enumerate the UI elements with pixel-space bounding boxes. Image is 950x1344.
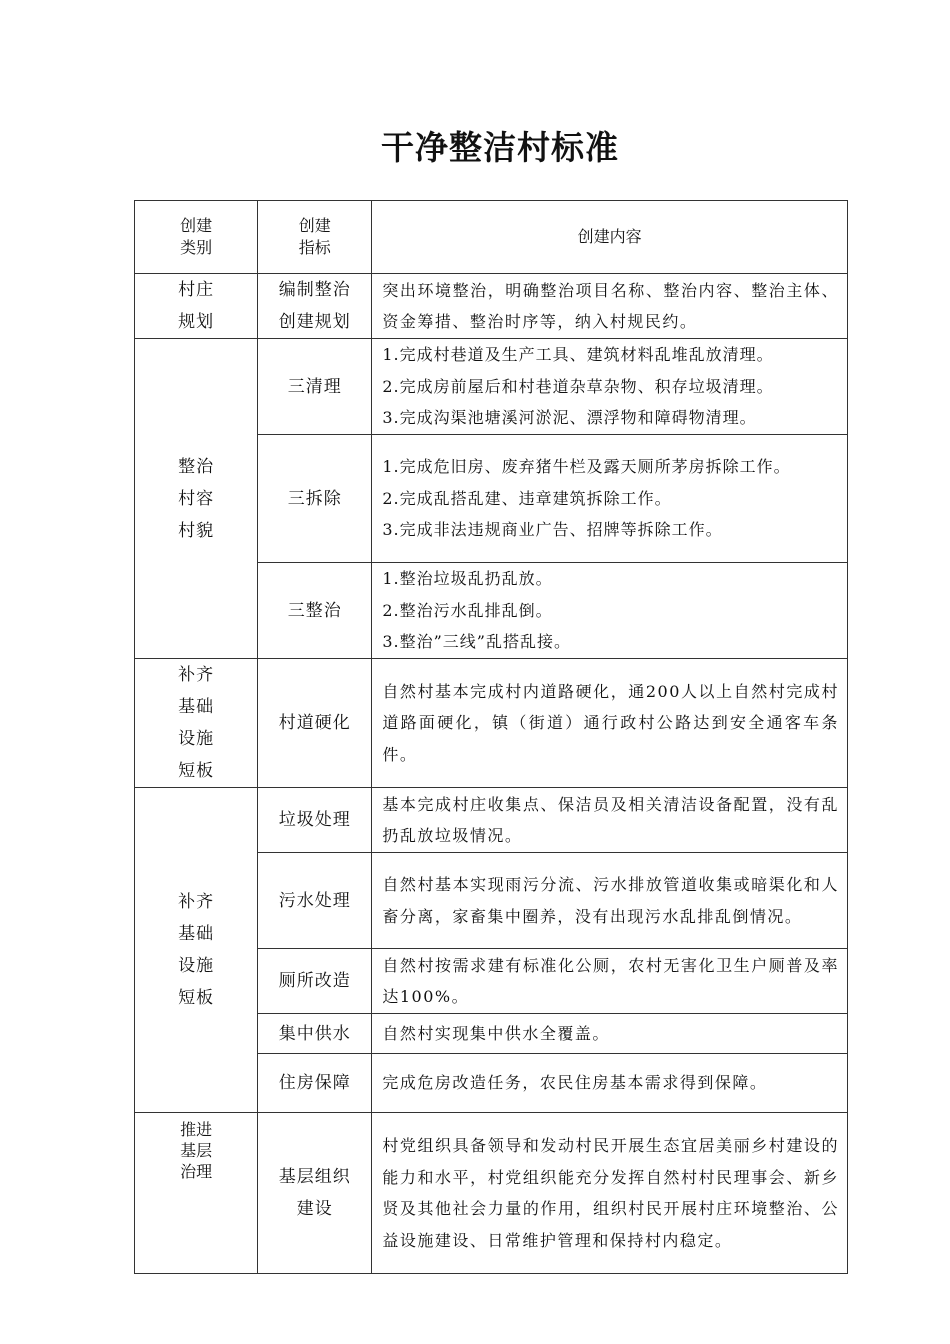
table-header-row [135,201,848,274]
category-line: 基础 [178,924,215,944]
content-cell: 自然村实现集中供水全覆盖。 [372,1014,848,1054]
content-cell: 完成危房改造任务，农民住房基本需求得到保障。 [372,1054,848,1113]
indicator-cell: 三整治 [258,563,372,659]
content-cell: 自然村基本实现雨污分流、污水排放管道收集或暗渠化和人畜分离，家畜集中圈养，没有出现污水乱排乱倒情况。 [372,853,848,949]
indicator-line: 创建规划 [278,312,351,332]
content-cell: 基本完成村庄收集点、保洁员及相关清洁设备配置，没有乱扔乱放垃圾情况。 [372,788,848,853]
category-cell [135,1113,258,1274]
header-category-line: 类别 [180,238,213,257]
category-cell [135,659,258,788]
table-row [135,339,848,435]
standards-table [134,200,848,1274]
indicator-cell: 村道硬化 [258,659,372,788]
content-item: 3.完成沟渠池塘溪河淤泥、漂浮物和障碍物清理。 [382,408,757,428]
header-indicator-line: 指标 [298,238,331,257]
indicator-cell [258,1113,372,1274]
indicator-line: 建设 [296,1199,333,1219]
category-line: 短板 [178,761,215,781]
category-line: 整治 [178,456,215,477]
content-item: 3.整治”三线”乱搭乱接。 [382,632,571,652]
header-indicator [258,201,372,274]
category-line: 短板 [178,988,215,1008]
indicator-cell: 住房保障 [258,1054,372,1113]
content-item: 2.完成房前屋后和村巷道杂草杂物、积存垃圾清理。 [382,376,774,396]
header-indicator-line: 创建 [298,216,331,235]
indicator-line: 基层组织 [278,1167,351,1187]
content-cell: 自然村按需求建有标准化公厕，农村无害化卫生户厕普及率达100%。 [372,949,848,1014]
indicator-cell: 集中供水 [258,1014,372,1054]
indicator-cell: 厕所改造 [258,949,372,1014]
category-line: 基层 [180,1141,213,1160]
content-cell: 突出环境整治，明确整治项目名称、整治内容、整治主体、资金筹措、整治时序等，纳入村规民约。 [372,274,848,339]
category-line: 村庄 [178,280,215,300]
category-line: 规划 [178,312,215,332]
content-item: 1.整治垃圾乱扔乱放。 [382,569,553,589]
content-cell [372,435,848,563]
content-item: 1.完成村巷道及生产工具、建筑材料乱堆乱放清理。 [382,345,774,365]
table-row [135,1113,848,1274]
content-item: 1.完成危旧房、废弃猪牛栏及露天厕所茅房拆除工作。 [382,457,791,477]
indicator-line: 编制整治 [278,280,351,300]
indicator-cell: 污水处理 [258,853,372,949]
category-line: 设施 [178,956,215,976]
header-category [135,201,258,274]
table-row [135,274,848,339]
category-line: 村容 [178,488,215,509]
content-cell: 自然村基本完成村内道路硬化，通200人以上自然村完成村道路面硬化，镇（街道）通行政村公路达到安全通客车条件。 [372,659,848,788]
content-cell [372,339,848,435]
content-item: 2.整治污水乱排乱倒。 [382,600,553,620]
table-row [135,788,848,853]
content-cell: 村党组织具备领导和发动村民开展生态宜居美丽乡村建设的能力和水平，村党组织能充分发挥自然村村民理事会、新乡贤及其他社会力量的作用，组织村民开展村庄环境整治、公益设施建设、日常维护管理和保持村内稳定。 [372,1113,848,1274]
category-cell [135,339,258,659]
category-line: 治理 [180,1162,213,1181]
category-line: 推进 [180,1120,213,1139]
category-line: 补齐 [178,892,215,912]
category-line: 村貌 [178,520,215,541]
category-line: 补齐 [178,665,215,685]
indicator-cell: 三清理 [258,339,372,435]
content-cell [372,563,848,659]
indicator-cell: 垃圾处理 [258,788,372,853]
content-item: 2.完成乱搭乱建、违章建筑拆除工作。 [382,488,672,508]
header-content: 创建内容 [372,201,848,274]
category-line: 设施 [178,729,215,749]
header-category-line: 创建 [180,216,213,235]
table-row [135,659,848,788]
category-line: 基础 [178,697,215,717]
indicator-cell [258,274,372,339]
category-cell [135,274,258,339]
page-title: 干净整洁村标准 [381,128,619,167]
indicator-cell: 三拆除 [258,435,372,563]
category-cell [135,788,258,1113]
content-item: 3.完成非法违规商业广告、招牌等拆除工作。 [382,520,723,540]
